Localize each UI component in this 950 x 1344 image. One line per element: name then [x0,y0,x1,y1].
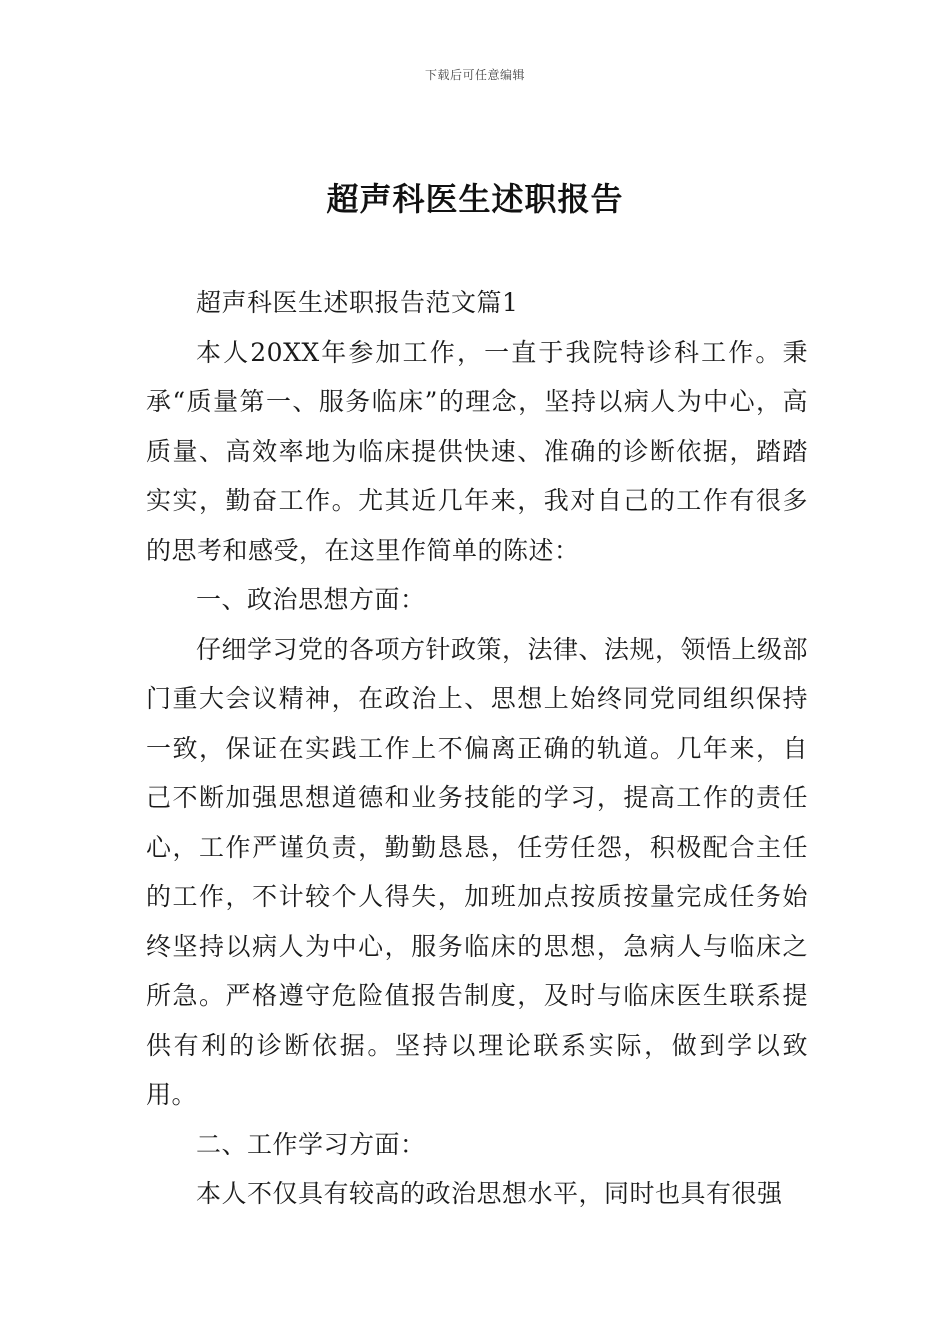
paragraph-work-study: 本人不仅具有较高的政治思想水平，同时也具有很强 [196,1179,783,1208]
document-body [146,278,808,1219]
paragraph-intro: 本人20XX年参加工作，一直于我院特诊科工作。秉承“质量第一、服务临床”的理念，坚持以病人为中心，高质量、高效率地为临床提供快速、准确的诊断依据，踏踏实实，勤奋工作。尤其近几年来，我对自己的工作有很多的思考和感受，在这里作简单的陈述： [146,337,808,565]
paragraph-politics: 仔细学习党的各项方针政策，法律、法规，领悟上级部门重大会议精神，在政治上、思想上始终同党同组织保持一致，保证在实践工作上不偏离正确的轨道。几年来，自己不断加强思想道德和业务技能的学习，提高工作的责任心，工作严谨负责，勤勤恳恳，任劳任怨，积极配合主任的工作，不计较个人得失，加班加点按质按量完成任务始终坚持以病人为中心，服务临床的思想，急病人与临床之所急。严格遵守危险值报告制度，及时与临床医生联系提供有利的诊断依据。坚持以理论联系实际，做到学以致用。 [146,634,809,1109]
section-heading-essay: 超声科医生述职报告范文篇1 [196,288,519,317]
section-heading-politics: 一、政治思想方面： [196,585,426,614]
section-heading-work-study: 二、工作学习方面： [196,1129,426,1159]
header-note: 下载后可任意编辑 [424,68,525,82]
document-title: 超声科医生述职报告 [326,180,624,218]
